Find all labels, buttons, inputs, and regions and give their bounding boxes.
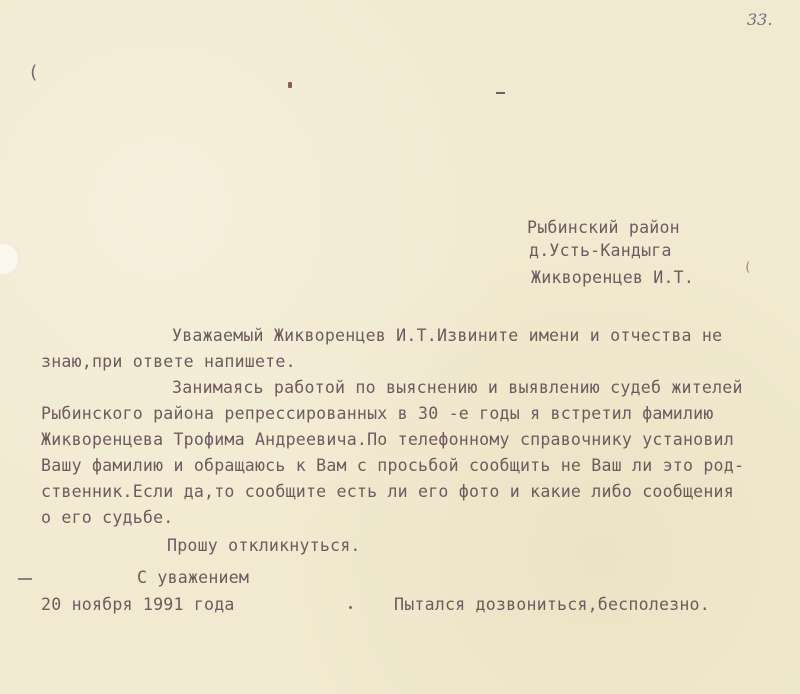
body-line: о его судьбе.	[41, 508, 174, 527]
page-number: 33.	[747, 10, 773, 29]
letter-date: 20 ноября 1991 года	[41, 595, 235, 614]
address-recipient: Жикворенцев И.Т.	[531, 268, 695, 287]
address-district: Рыбинский район	[527, 218, 680, 237]
margin-mark: (	[28, 62, 39, 83]
body-line: ственник.Если да,то сообщите есть ли его фото и какие либо сообщения	[41, 482, 734, 501]
regards: С уважением	[137, 568, 250, 587]
body-line: Рыбинского района репрессированных в 30 -е годы я встретил фамилию	[41, 404, 714, 423]
margin-dash	[18, 578, 32, 580]
dash-mark	[496, 92, 505, 94]
ink-dot	[288, 82, 292, 88]
body-line: Уважаемый Жикворенцев И.Т.Извините имени и отчества не	[172, 326, 723, 345]
closing-request: Прошу откликнуться.	[167, 536, 361, 555]
body-line: Занимаясь работой по выяснению и выявлению судеб жителей	[172, 378, 743, 397]
handwritten-note: Пытался дозвониться,бесполезно.	[394, 595, 710, 614]
address-village: д.Усть-Кандыга	[529, 241, 672, 260]
body-line: Жикворенцева Трофима Андреевича.По телефонному справочнику установил	[41, 430, 734, 449]
body-line: знаю,при ответе напишете.	[41, 352, 296, 371]
ink-dot	[349, 606, 352, 609]
punch-hole	[0, 242, 20, 276]
body-line: Вашу фамилию и обращаюсь к Вам с просьбой сообщить не Ваш ли это род-	[41, 456, 745, 475]
margin-mark: (	[744, 260, 752, 274]
